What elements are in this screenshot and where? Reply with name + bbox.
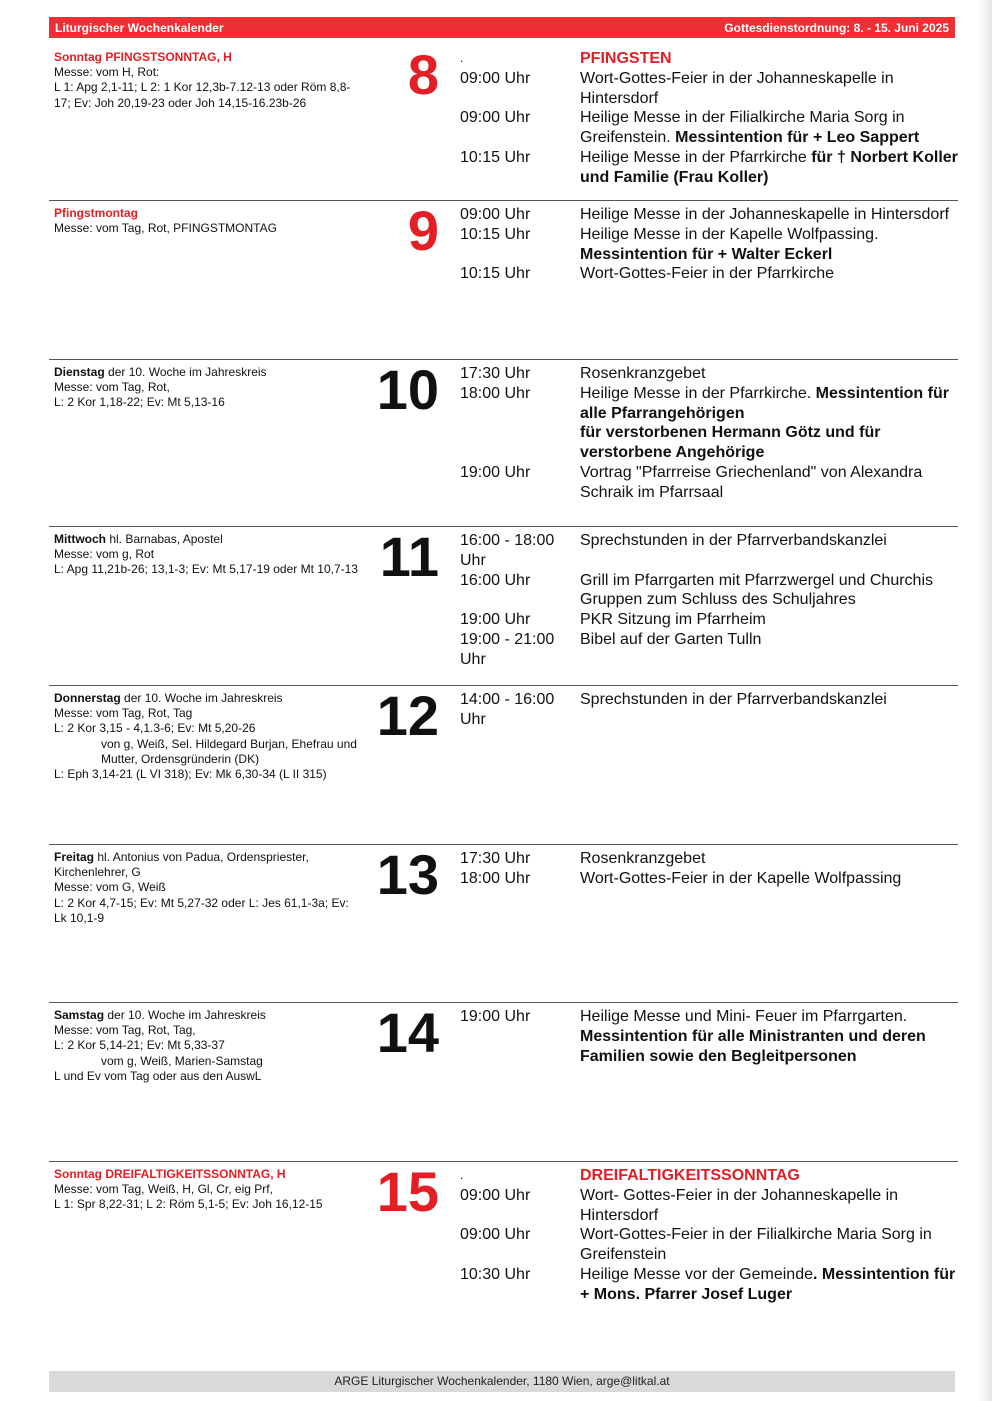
event-time: 09:00 Uhr	[460, 206, 531, 223]
day-name: Mittwoch	[54, 532, 106, 546]
liturgy-line-alt: von g, Weiß, Sel. Hildegard Burjan, Ehefrau und Mutter, Ordensgründerin (DK)	[101, 736, 357, 766]
day-name: Freitag	[54, 850, 95, 864]
event-row	[460, 1186, 958, 1226]
header-title: Liturgischer Wochenkalender	[55, 20, 224, 35]
events-list	[460, 364, 958, 503]
event-description	[580, 571, 958, 611]
event-time: 09:00 Uhr	[460, 109, 531, 127]
day-block	[49, 844, 958, 1002]
liturgy-line: Messe: vom Tag, Rot, Tag	[54, 706, 193, 721]
event-description	[580, 1265, 958, 1305]
liturgy-info	[54, 206, 364, 236]
event-row	[460, 264, 958, 284]
event-text: Wort-Gottes-Feier in der Pfarrkirche	[580, 265, 834, 283]
events-list	[460, 49, 958, 188]
liturgy-line: L und Ev vom Tag oder aus den AuswL	[54, 1068, 262, 1083]
day-occasion: hl. Antonius von Padua, Ordenspriester, Kirchenlehrer, G	[54, 850, 309, 880]
calendar-header	[49, 17, 955, 38]
event-row	[460, 610, 958, 630]
event-description	[580, 1225, 958, 1265]
event-time: 18:00 Uhr	[460, 869, 531, 887]
event-time	[460, 423, 580, 463]
mass-intention: Messintention für alle Pfarrangehörigen	[580, 384, 949, 422]
event-time: 17:30 Uhr	[460, 850, 531, 867]
feast-dot: .	[460, 51, 464, 65]
feast-title: PFINGSTEN	[580, 50, 672, 67]
event-time: 16:00 Uhr	[460, 571, 531, 589]
event-description	[580, 463, 958, 503]
event-row	[460, 225, 958, 265]
day-name: Sonntag PFINGSTSONNTAG, H	[54, 50, 232, 64]
event-text: Heilige Messe und Mini- Feuer im Pfarrgarten.	[580, 1008, 908, 1025]
event-text: Grill im Pfarrgarten mit Pfarrzwergel und Churchis Gruppen zum Schluss des Schuljahres	[580, 571, 933, 609]
day-name: Samstag	[54, 1008, 105, 1022]
day-number: 13	[376, 843, 439, 906]
liturgy-line: L: 2 Kor 1,18-22; Ev: Mt 5,13-16	[54, 395, 225, 410]
event-row	[460, 463, 958, 503]
day-heading	[54, 50, 364, 65]
event-text: Wort-Gottes-Feier in der Kapelle Wolfpassing	[580, 869, 902, 887]
feast-row	[460, 1166, 958, 1186]
footer: ARGE Liturgischer Wochenkalender, 1180 Wien, arge@litkal.at	[49, 1371, 955, 1392]
day-number: 8	[407, 43, 439, 106]
day-heading	[54, 206, 364, 221]
event-text: Rosenkranzgebet	[580, 365, 706, 382]
day-name: Donnerstag	[54, 691, 121, 705]
event-time: 10:15 Uhr	[460, 225, 531, 243]
day-occasion: der 10. Woche im Jahreskreis	[120, 691, 283, 705]
liturgy-line: L: 2 Kor 4,7-15; Ev: Mt 5,27-32 oder L: Jes 61,1-3a; Ev: Lk 10,1-9	[54, 895, 349, 925]
liturgy-line: Messe: vom g, Rot	[54, 547, 155, 562]
day-block	[49, 45, 958, 200]
header-date-range: Gottesdienstordnung: 8. - 15. Juni 2025	[724, 20, 949, 35]
event-description	[580, 1007, 958, 1066]
day-block	[49, 200, 958, 359]
liturgy-info	[54, 1167, 364, 1213]
event-description	[580, 225, 958, 265]
event-text: Bibel auf der Garten Tulln	[580, 630, 762, 648]
event-row	[460, 869, 958, 889]
event-description	[580, 364, 958, 384]
feast-title: DREIFALTIGKEITSSONNTAG	[580, 1167, 800, 1184]
event-row	[460, 148, 958, 188]
event-description	[580, 1186, 958, 1226]
event-time: 16:00 - 18:00 Uhr	[460, 532, 555, 569]
event-description	[580, 423, 958, 463]
day-name: Sonntag DREIFALTIGKEITSSONNTAG, H	[54, 1167, 286, 1181]
liturgy-info	[54, 691, 364, 782]
day-number: 15	[376, 1160, 439, 1223]
event-text: Sprechstunden in der Pfarrverbandskanzlei	[580, 532, 887, 549]
event-row	[460, 1265, 958, 1305]
event-description	[580, 690, 958, 730]
liturgy-line: Messe: vom Tag, Rot,	[54, 380, 170, 395]
day-number: 10	[376, 358, 439, 421]
event-row	[460, 423, 958, 463]
event-row	[460, 630, 958, 670]
day-heading	[54, 691, 364, 706]
event-row	[460, 1225, 958, 1265]
day-occasion: hl. Barnabas, Apostel	[106, 532, 223, 546]
event-description	[580, 108, 958, 148]
events-list	[460, 849, 958, 889]
liturgy-info	[54, 365, 364, 411]
event-time: 17:30 Uhr	[460, 365, 531, 382]
liturgy-line: Messe: vom G, Weiß	[54, 880, 166, 895]
event-text: PKR Sitzung im Pfarrheim	[580, 611, 766, 629]
liturgy-info	[54, 850, 364, 926]
event-row	[460, 108, 958, 148]
mass-intention: für † Norbert Koller und Familie (Frau Koller)	[580, 148, 958, 186]
event-time: 09:00 Uhr	[460, 1226, 531, 1244]
events-list	[460, 1166, 958, 1305]
event-row	[460, 849, 958, 869]
event-text: Heilige Messe in der Pfarrkirche	[580, 148, 812, 166]
event-time: 19:00 - 21:00 Uhr	[460, 630, 555, 668]
liturgy-line-alt: vom g, Weiß, Marien-Samstag	[101, 1053, 263, 1068]
day-block	[49, 685, 958, 844]
event-row	[460, 364, 958, 384]
liturgy-info	[54, 50, 364, 111]
event-time: 10:30 Uhr	[460, 1265, 531, 1283]
liturgy-line: L: Apg 11,21b-26; 13,1-3; Ev: Mt 5,17-19 oder Mt 10,7-13	[54, 562, 358, 577]
page-edge-shadow	[978, 0, 992, 1401]
event-time: 09:00 Uhr	[460, 69, 531, 87]
event-row	[460, 205, 958, 225]
event-time: 10:15 Uhr	[460, 265, 531, 283]
event-time: 18:00 Uhr	[460, 384, 531, 402]
liturgy-line: L: Eph 3,14-21 (L VI 318); Ev: Mk 6,30-34 (L II 315)	[54, 767, 327, 782]
event-time: 09:00 Uhr	[460, 1186, 531, 1204]
day-heading	[54, 365, 364, 380]
liturgy-line: Messe: vom Tag, Weiß, H, Gl, Cr, eig Prf,	[54, 1182, 273, 1197]
event-text: Heilige Messe in der Pfarrkirche.	[580, 384, 816, 402]
day-block	[49, 1002, 958, 1161]
event-description	[580, 205, 958, 225]
feast-row	[460, 49, 958, 69]
mass-intention: Messintention für + Leo Sappert	[675, 129, 920, 147]
event-text: Wort-Gottes-Feier in der Filialkirche Maria Sorg in Greifenstein	[580, 1226, 932, 1264]
liturgy-info	[54, 1008, 364, 1084]
feast-dot: .	[460, 1168, 464, 1182]
day-occasion: der 10. Woche im Jahreskreis	[104, 1008, 266, 1022]
event-time: 19:00 Uhr	[460, 1008, 531, 1025]
event-text: Wort- Gottes-Feier in der Johanneskapelle in Hintersdorf	[580, 1186, 899, 1224]
event-text: Heilige Messe in der Kapelle Wolfpassing.	[580, 225, 879, 243]
liturgy-line: Messe: vom Tag, Rot, PFINGSTMONTAG	[54, 221, 277, 236]
event-row	[460, 69, 958, 109]
event-row	[460, 1007, 958, 1066]
event-description	[580, 148, 958, 188]
event-text: Vortrag "Pfarrreise Griechenland" von Alexandra Schraik im Pfarrsaal	[580, 463, 923, 501]
events-list	[460, 531, 958, 670]
event-text: Rosenkranzgebet	[580, 850, 706, 867]
event-description	[580, 849, 958, 869]
event-time: 14:00 - 16:00 Uhr	[460, 691, 555, 728]
event-description	[580, 69, 958, 109]
day-name: Dienstag	[54, 365, 105, 379]
liturgy-info	[54, 532, 364, 578]
mass-intention: Messintention für alle Ministranten und deren Familien sowie den Begleitpersonen	[580, 1027, 926, 1065]
event-time: 19:00 Uhr	[460, 611, 531, 629]
events-list	[460, 1007, 958, 1066]
liturgy-line: L: 2 Kor 3,15 - 4,1.3-6; Ev: Mt 5,20-26	[54, 721, 256, 736]
event-description	[580, 630, 958, 670]
event-description	[580, 384, 958, 424]
day-number: 14	[376, 1001, 439, 1064]
day-block	[49, 1161, 958, 1361]
event-text: Heilige Messe in der Johanneskapelle in Hintersdorf	[580, 206, 950, 223]
event-description	[580, 264, 958, 284]
mass-intention: . Messintention für + Mons. Pfarrer Josef Luger	[580, 1265, 956, 1303]
event-row	[460, 384, 958, 424]
event-text: Heilige Messe in der Filialkirche Maria Sorg in Greifenstein.	[580, 109, 905, 147]
event-time: 19:00 Uhr	[460, 463, 531, 481]
day-number: 9	[407, 199, 439, 262]
day-heading	[54, 1167, 364, 1182]
event-text: Heilige Messe vor der Gemeinde	[580, 1265, 813, 1283]
liturgy-line: L: 2 Kor 5,14-21; Ev: Mt 5,33-37	[54, 1038, 225, 1053]
event-row	[460, 531, 958, 571]
event-row	[460, 571, 958, 611]
liturgy-line: L 1: Spr 8,22-31; L 2: Röm 5,1-5; Ev: Joh 16,12-15	[54, 1197, 323, 1212]
events-list	[460, 690, 958, 730]
event-description	[580, 610, 958, 630]
events-list	[460, 205, 958, 284]
day-heading	[54, 850, 364, 880]
liturgy-line: Messe: vom H, Rot:	[54, 65, 160, 80]
event-text: Wort-Gottes-Feier in der Johanneskapelle in Hintersdorf	[580, 69, 894, 107]
event-row	[460, 690, 958, 730]
event-description	[580, 869, 958, 889]
liturgy-line: L 1: Apg 2,1-11; L 2: 1 Kor 12,3b-7.12-13 oder Röm 8,8-17; Ev: Joh 20,19-23 oder Joh 14,15-16.23b-26	[54, 80, 351, 110]
day-block	[49, 526, 958, 685]
mass-intention: für verstorbenen Hermann Götz und für verstorbene Angehörige	[580, 424, 881, 462]
day-occasion: der 10. Woche im Jahreskreis	[104, 365, 267, 379]
day-name: Pfingstmontag	[54, 206, 138, 220]
event-description	[580, 531, 958, 571]
event-text: Sprechstunden in der Pfarrverbandskanzlei	[580, 691, 887, 708]
liturgy-line: Messe: vom Tag, Rot, Tag,	[54, 1023, 196, 1038]
mass-intention: Messintention für + Walter Eckerl	[580, 245, 833, 263]
day-number: 11	[379, 525, 439, 588]
day-heading	[54, 532, 364, 547]
event-time: 10:15 Uhr	[460, 148, 531, 166]
day-block	[49, 359, 958, 526]
day-heading	[54, 1008, 364, 1023]
day-number: 12	[376, 684, 439, 747]
